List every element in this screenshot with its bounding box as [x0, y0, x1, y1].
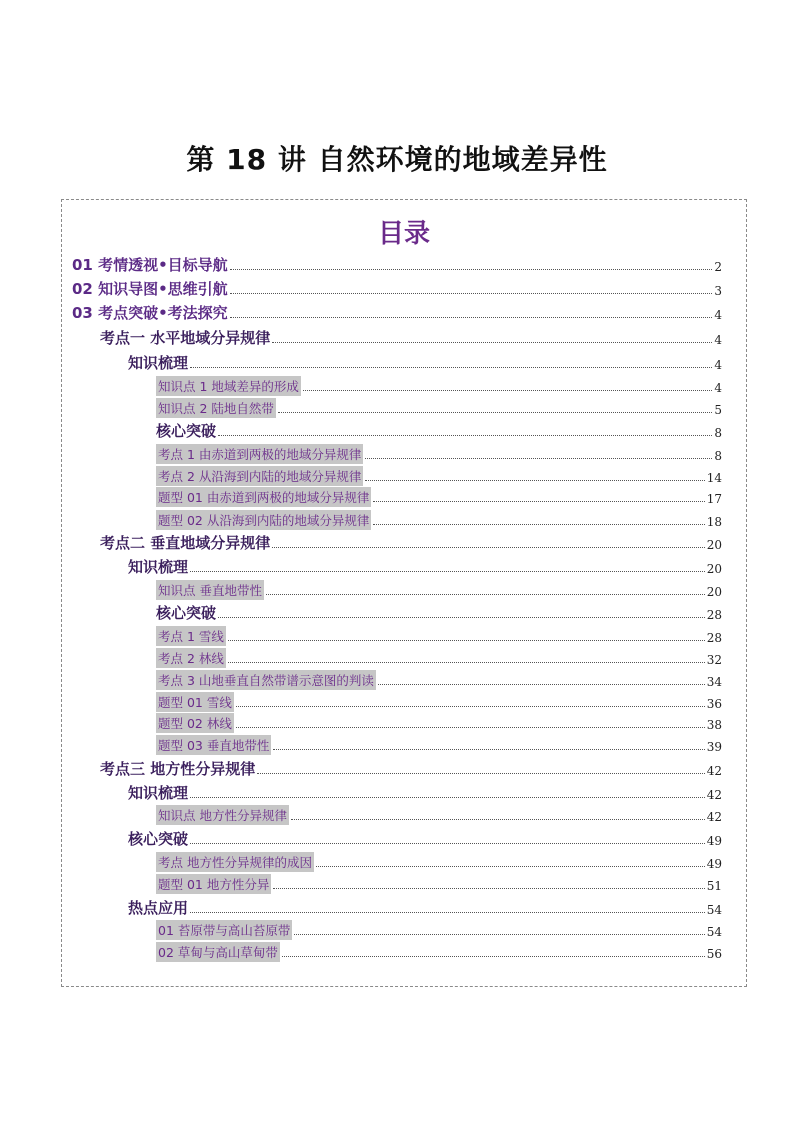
toc-entry-page: 4 [714, 381, 722, 395]
toc-entry[interactable] [156, 578, 722, 600]
toc-leader-dots [228, 640, 705, 641]
toc-entry[interactable] [128, 827, 722, 849]
toc-entry[interactable] [156, 690, 722, 712]
toc-entry[interactable] [100, 531, 722, 553]
toc-entry-label: 02 草甸与高山草甸带 [156, 942, 280, 962]
toc-leader-dots [190, 367, 712, 368]
toc-entry-label: 知识点 地方性分异规律 [156, 805, 289, 825]
toc-entry[interactable] [72, 277, 722, 299]
toc-entry-label: 考点 地方性分异规律的成因 [156, 852, 314, 872]
toc-entry-page: 39 [706, 740, 722, 754]
toc-entry[interactable] [156, 940, 722, 962]
toc-entry[interactable] [156, 918, 722, 940]
toc-entry-page: 3 [714, 284, 722, 298]
toc-entry-label: 知识梳理 [128, 558, 189, 576]
toc-entry-label: 考点 2 从沿海到内陆的地域分异规律 [156, 466, 363, 486]
toc-entry[interactable] [156, 850, 722, 872]
toc-entry[interactable] [128, 781, 722, 803]
toc-entry-label: 知识点 1 地域差异的形成 [156, 376, 301, 396]
toc-leader-dots [373, 501, 704, 502]
toc-entry[interactable] [156, 601, 722, 623]
document-title: 第 18 讲 自然环境的地域差异性 [186, 143, 608, 176]
toc-entry-page: 4 [714, 358, 722, 372]
toc-leader-dots [303, 390, 712, 391]
toc-leader-dots [257, 773, 704, 774]
toc-entry-label: 知识点 垂直地带性 [156, 580, 264, 600]
toc-entry-page: 38 [706, 718, 722, 732]
toc-entry-label: 考点二 垂直地域分异规律 [100, 534, 271, 552]
toc-leader-dots [236, 727, 705, 728]
toc-leader-dots [190, 843, 705, 844]
toc-entry-label: 知识梳理 [128, 354, 189, 372]
toc-entry-page: 5 [714, 403, 722, 417]
toc-entry-label: 题型 02 从沿海到内陆的地域分异规律 [156, 510, 371, 530]
toc-entry-label: 题型 01 由赤道到两极的地域分异规律 [156, 487, 371, 507]
toc-entry-label: 核心突破 [156, 604, 217, 622]
toc-entry-label: 01 考情透视•目标导航 [72, 256, 228, 274]
toc-leader-dots [190, 571, 705, 572]
toc-leader-dots [291, 819, 705, 820]
toc-leader-dots [230, 293, 713, 294]
toc-leader-dots [190, 797, 705, 798]
toc-leader-dots [218, 435, 712, 436]
toc-entry[interactable] [156, 803, 722, 825]
toc-entry-page: 18 [706, 515, 722, 529]
toc-entry-page: 17 [706, 492, 722, 506]
toc-leader-dots [218, 617, 705, 618]
toc-entry-page: 49 [706, 857, 722, 871]
toc-entry-label: 考点 3 山地垂直自然带谱示意图的判读 [156, 670, 376, 690]
toc-entry-label: 知识点 2 陆地自然带 [156, 398, 276, 418]
toc-leader-dots [266, 594, 705, 595]
toc-entry-label: 题型 03 垂直地带性 [156, 735, 271, 755]
toc-leader-dots [365, 458, 712, 459]
toc-entry-label: 03 考点突破•考法探究 [72, 304, 228, 322]
toc-entry-page: 51 [706, 879, 722, 893]
toc-entry[interactable] [156, 668, 722, 690]
toc-entry-label: 考点 1 雪线 [156, 626, 226, 646]
toc-entry[interactable] [72, 301, 722, 323]
toc-leader-dots [272, 547, 704, 548]
toc-leader-dots [373, 524, 704, 525]
toc-entry[interactable] [156, 374, 722, 396]
toc-leader-dots [273, 749, 704, 750]
toc-entry-label: 02 知识导图•思维引航 [72, 280, 228, 298]
toc-entry-label: 题型 01 雪线 [156, 692, 234, 712]
toc-entry[interactable] [156, 733, 722, 755]
toc-entry-page: 20 [706, 562, 722, 576]
toc-entry[interactable] [128, 351, 722, 373]
toc-entry-page: 42 [706, 788, 722, 802]
toc-leader-dots [190, 912, 705, 913]
toc-entry-page: 20 [706, 538, 722, 552]
toc-entry-page: 2 [714, 260, 722, 274]
toc-entry-label: 核心突破 [128, 830, 189, 848]
toc-entry-page: 4 [714, 333, 722, 347]
toc-entry-label: 题型 01 地方性分异 [156, 874, 271, 894]
toc-entry-label: 考点三 地方性分异规律 [100, 760, 256, 778]
toc-leader-dots [365, 480, 704, 481]
toc-entry[interactable] [156, 485, 722, 507]
toc-entry[interactable] [156, 711, 722, 733]
toc-entry-page: 42 [706, 764, 722, 778]
toc-entry-label: 知识梳理 [128, 784, 189, 802]
toc-entry-page: 4 [714, 308, 722, 322]
toc-leader-dots [273, 888, 704, 889]
toc-leader-dots [230, 269, 713, 270]
toc-entry-page: 54 [706, 925, 722, 939]
toc-entry-page: 42 [706, 810, 722, 824]
toc-entry[interactable] [156, 419, 722, 441]
toc-leader-dots [228, 662, 705, 663]
toc-leader-dots [272, 342, 712, 343]
toc-heading: 目录 [377, 219, 430, 249]
toc-entry-page: 14 [706, 471, 722, 485]
toc-entry[interactable] [156, 872, 722, 894]
toc-entry[interactable] [72, 253, 722, 275]
toc-entry[interactable] [156, 624, 722, 646]
toc-leader-dots [316, 866, 705, 867]
toc-entry[interactable] [128, 896, 722, 918]
table-of-contents [61, 199, 747, 987]
toc-entry-label: 考点一 水平地域分异规律 [100, 329, 271, 347]
toc-entry-label: 01 苔原带与高山苔原带 [156, 920, 292, 940]
toc-entry-page: 54 [706, 903, 722, 917]
toc-leader-dots [236, 706, 705, 707]
toc-entry-page: 8 [714, 426, 722, 440]
toc-entry[interactable] [128, 555, 722, 577]
toc-entry-page: 28 [706, 631, 722, 645]
toc-entry-page: 32 [706, 653, 722, 667]
toc-leader-dots [294, 934, 704, 935]
toc-entry-page: 49 [706, 834, 722, 848]
toc-entry-label: 核心突破 [156, 422, 217, 440]
toc-entry[interactable] [100, 757, 722, 779]
toc-entry-page: 36 [706, 697, 722, 711]
toc-leader-dots [378, 684, 705, 685]
toc-entry-page: 34 [706, 675, 722, 689]
toc-entry-page: 8 [714, 449, 722, 463]
toc-leader-dots [282, 956, 705, 957]
toc-entry-page: 56 [706, 947, 722, 961]
toc-entry[interactable] [156, 442, 722, 464]
toc-entry-label: 热点应用 [128, 899, 189, 917]
toc-entry-page: 28 [706, 608, 722, 622]
toc-entry[interactable] [156, 646, 722, 668]
toc-entry[interactable] [100, 326, 722, 348]
toc-leader-dots [278, 412, 712, 413]
toc-entry-page: 20 [706, 585, 722, 599]
toc-entry[interactable] [156, 508, 722, 530]
toc-entry[interactable] [156, 396, 722, 418]
toc-entry[interactable] [156, 464, 722, 486]
toc-entry-label: 考点 2 林线 [156, 648, 226, 668]
toc-leader-dots [230, 317, 713, 318]
toc-entry-label: 题型 02 林线 [156, 713, 234, 733]
toc-entry-label: 考点 1 由赤道到两极的地域分异规律 [156, 444, 363, 464]
